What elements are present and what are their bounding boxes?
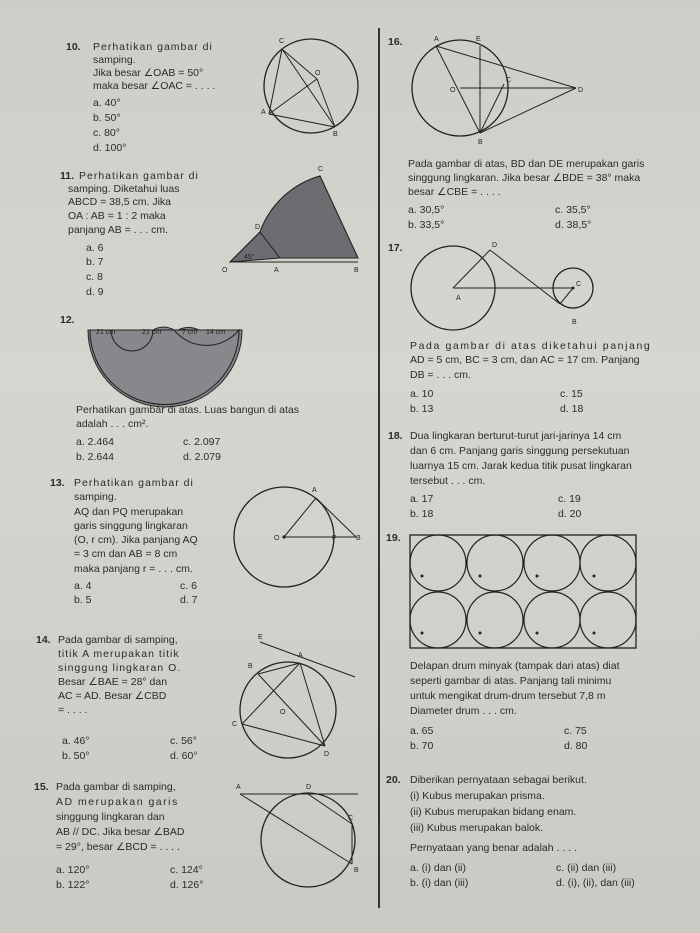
option-c: c. 35,5° — [555, 204, 591, 216]
label-c: C — [576, 281, 582, 288]
statement-iii: (iii) Kubus merupakan balok. — [410, 822, 544, 834]
option-c: c. 8 — [86, 271, 103, 283]
question-number: 20. — [386, 774, 401, 786]
label-p: P — [332, 535, 337, 542]
option-a: a. 10 — [410, 388, 434, 400]
question-line: Pernyataan yang benar adalah . . . . — [410, 842, 577, 854]
question-number: 11. — [60, 170, 75, 182]
label-b: B — [478, 139, 483, 146]
question-line: garis singgung lingkaran — [74, 520, 188, 532]
question-line: luarnya 15 cm. Jarak kedua titik pusat lingkaran — [410, 460, 632, 472]
question-line: DB = . . . cm. — [410, 369, 471, 381]
option-b: b. 50° — [93, 112, 121, 124]
question-line: Delapan drum minyak (tampak dari atas) diat — [410, 660, 620, 672]
question-line: Pada gambar di samping, — [58, 634, 178, 646]
question-line: Pada gambar di samping, — [56, 781, 176, 793]
label-b: B — [333, 131, 338, 138]
question-line: OA : AB = 1 : 2 maka — [68, 210, 166, 222]
option-c: c. (ii) dan (iii) — [556, 862, 617, 874]
option-b: b. 13 — [410, 403, 434, 415]
dim-21cm-b: 21 cm — [142, 329, 162, 336]
option-b: b. 2.644 — [76, 451, 114, 463]
figure-q11 — [220, 162, 370, 277]
option-c: c. 124° — [170, 864, 203, 876]
option-d: d. (i), (ii), dan (iii) — [556, 877, 635, 889]
label-c: C — [318, 166, 324, 173]
figure-q19 — [408, 534, 640, 652]
figure-q12 — [82, 316, 247, 406]
figure-q17 — [408, 238, 598, 333]
label-a: A — [274, 267, 279, 274]
question-line: titik A merupakan titik — [58, 648, 180, 660]
question-line: Perhatikan gambar di — [79, 170, 199, 182]
option-d: d. 60° — [170, 750, 198, 762]
label-o: O — [315, 70, 321, 77]
option-c: c. 75 — [564, 725, 587, 737]
question-line: samping. Diketahui luas — [68, 183, 180, 195]
label-c: C — [279, 38, 285, 45]
label-d: D — [492, 242, 498, 249]
label-a: A — [456, 295, 461, 302]
question-line: untuk mengikat drum-drum tersebut 7,8 m — [410, 690, 606, 702]
option-b: b. 70 — [410, 740, 434, 752]
option-a: a. 2.464 — [76, 436, 114, 448]
question-line: panjang AB = . . . cm. — [68, 224, 169, 236]
label-o: O — [450, 87, 456, 94]
question-line: samping. — [93, 54, 136, 66]
question-number: 17. — [388, 242, 403, 254]
figure-q16 — [408, 32, 598, 147]
label-a: A — [261, 109, 266, 116]
label-a: A — [312, 487, 317, 494]
option-d: d. 100° — [93, 142, 127, 154]
label-b: B — [354, 867, 359, 874]
option-a: a. 65 — [410, 725, 434, 737]
question-line: singgung lingkaran. Jika besar ∠BDE = 38° maka — [408, 172, 641, 184]
option-d: d. 2.079 — [183, 451, 221, 463]
label-o: O — [280, 709, 286, 716]
label-a: A — [434, 36, 439, 43]
question-number: 14. — [36, 634, 51, 646]
option-a: a. 120° — [56, 864, 90, 876]
question-number: 12. — [60, 314, 75, 326]
label-d: D — [578, 87, 584, 94]
question-line: maka besar ∠OAC = . . . . — [93, 80, 216, 92]
option-c: c. 6 — [180, 580, 197, 592]
label-a: A — [236, 784, 241, 791]
question-line: = . . . . — [58, 704, 88, 716]
label-e: E — [476, 36, 481, 43]
question-line: AQ dan PQ merupakan — [74, 506, 184, 518]
question-number: 16. — [388, 36, 403, 48]
option-d: d. 126° — [170, 879, 204, 891]
label-c: C — [348, 815, 354, 822]
label-e: E — [258, 634, 263, 641]
option-b: b. 7 — [86, 256, 104, 268]
question-number: 10. — [66, 41, 81, 53]
label-d: D — [255, 224, 261, 231]
question-line: AC = AD. Besar ∠CBD — [58, 690, 167, 702]
question-line: Pada gambar di atas, BD dan DE merupakan garis — [408, 158, 645, 170]
question-line: Perhatikan gambar di atas. Luas bangun di atas — [76, 404, 299, 416]
option-d: d. 9 — [86, 286, 104, 298]
label-d: D — [306, 784, 312, 791]
question-line: ABCD = 38,5 cm. Jika — [68, 196, 171, 208]
question-number: 19. — [386, 532, 401, 544]
question-line: Diameter drum . . . cm. — [410, 705, 517, 717]
figure-q14 — [230, 632, 370, 762]
dim-14cm: 14 cm — [206, 329, 226, 336]
label-angle: 45° — [244, 254, 255, 261]
option-a: a. 40° — [93, 97, 121, 109]
option-c: c. 80° — [93, 127, 120, 139]
question-line: besar ∠CBE = . . . . — [408, 186, 501, 198]
question-line: singgung lingkaran O. — [58, 662, 182, 674]
option-b: b. 18 — [410, 508, 434, 520]
option-a: a. 6 — [86, 242, 104, 254]
question-number: 15. — [34, 781, 49, 793]
question-number: 18. — [388, 430, 403, 442]
question-line: dan 6 cm. Panjang garis singgung persekutuan — [410, 445, 630, 457]
option-d: d. 20 — [558, 508, 582, 520]
label-a: A — [298, 652, 303, 659]
option-b: b. 50° — [62, 750, 90, 762]
question-line: Diberikan pernyataan sebagai berikut. — [410, 774, 587, 786]
question-line: = 3 cm dan AB = 8 cm — [74, 548, 178, 560]
option-a: a. 30,5° — [408, 204, 445, 216]
label-b: B — [248, 663, 253, 670]
option-d: d. 80 — [564, 740, 588, 752]
statement-ii: (ii) Kubus merupakan bidang enam. — [410, 806, 577, 818]
question-line: adalah . . . cm². — [76, 418, 149, 430]
figure-q13 — [236, 480, 371, 590]
label-o: O — [222, 267, 228, 274]
question-line: Perhatikan gambar di — [93, 41, 213, 53]
label-d: D — [324, 751, 330, 758]
question-line: Pada gambar di atas diketahui panjang — [410, 340, 652, 352]
option-c: c. 56° — [170, 735, 197, 747]
option-d: d. 18 — [560, 403, 584, 415]
label-c: C — [506, 77, 512, 84]
dim-21cm-a: 21 cm — [96, 329, 116, 336]
column-divider — [378, 28, 380, 908]
question-number: 13. — [50, 477, 65, 489]
option-b: b. (i) dan (iii) — [410, 877, 469, 889]
option-a: a. 17 — [410, 493, 434, 505]
option-a: a. 4 — [74, 580, 92, 592]
option-c: c. 15 — [560, 388, 583, 400]
label-c: C — [232, 721, 238, 728]
option-c: c. 2.097 — [183, 436, 221, 448]
option-d: d. 38,5° — [555, 219, 592, 231]
question-line: samping. — [74, 491, 117, 503]
label-o: O — [274, 535, 280, 542]
question-line: Besar ∠BAE = 28° dan — [58, 676, 168, 688]
question-line: singgung lingkaran dan — [56, 811, 165, 823]
question-line: Jika besar ∠OAB = 50° — [93, 67, 204, 79]
option-b: b. 5 — [74, 594, 92, 606]
question-line: (O, r cm). Jika panjang AQ — [74, 534, 198, 546]
question-line: AB // DC. Jika besar ∠BAD — [56, 826, 185, 838]
option-c: c. 19 — [558, 493, 581, 505]
question-line: Dua lingkaran berturut-turut jari-jarinya 14 cm — [410, 430, 622, 442]
option-d: d. 7 — [180, 594, 198, 606]
option-b: b. 122° — [56, 879, 90, 891]
question-line: tersebut . . . cm. — [410, 475, 486, 487]
question-line: maka panjang r = . . . cm. — [74, 563, 193, 575]
question-line: AD merupakan garis — [56, 796, 179, 808]
figure-q15 — [228, 780, 368, 900]
question-line: AD = 5 cm, BC = 3 cm, dan AC = 17 cm. Panjang — [410, 354, 640, 366]
label-b: B — [354, 267, 359, 274]
question-line: = 29°, besar ∠BCD = . . . . — [56, 841, 180, 853]
question-line: Perhatikan gambar di — [74, 477, 194, 489]
label-b: B — [356, 535, 361, 542]
option-b: b. 33,5° — [408, 219, 445, 231]
figure-q10 — [255, 32, 370, 142]
option-a: a. 46° — [62, 735, 90, 747]
option-a: a. (i) dan (ii) — [410, 862, 467, 874]
dim-7cm: 7 cm — [182, 329, 198, 336]
label-b: B — [572, 319, 577, 326]
question-line: seperti gambar di atas. Panjang tali minimu — [410, 675, 612, 687]
statement-i: (i) Kubus merupakan prisma. — [410, 790, 545, 802]
